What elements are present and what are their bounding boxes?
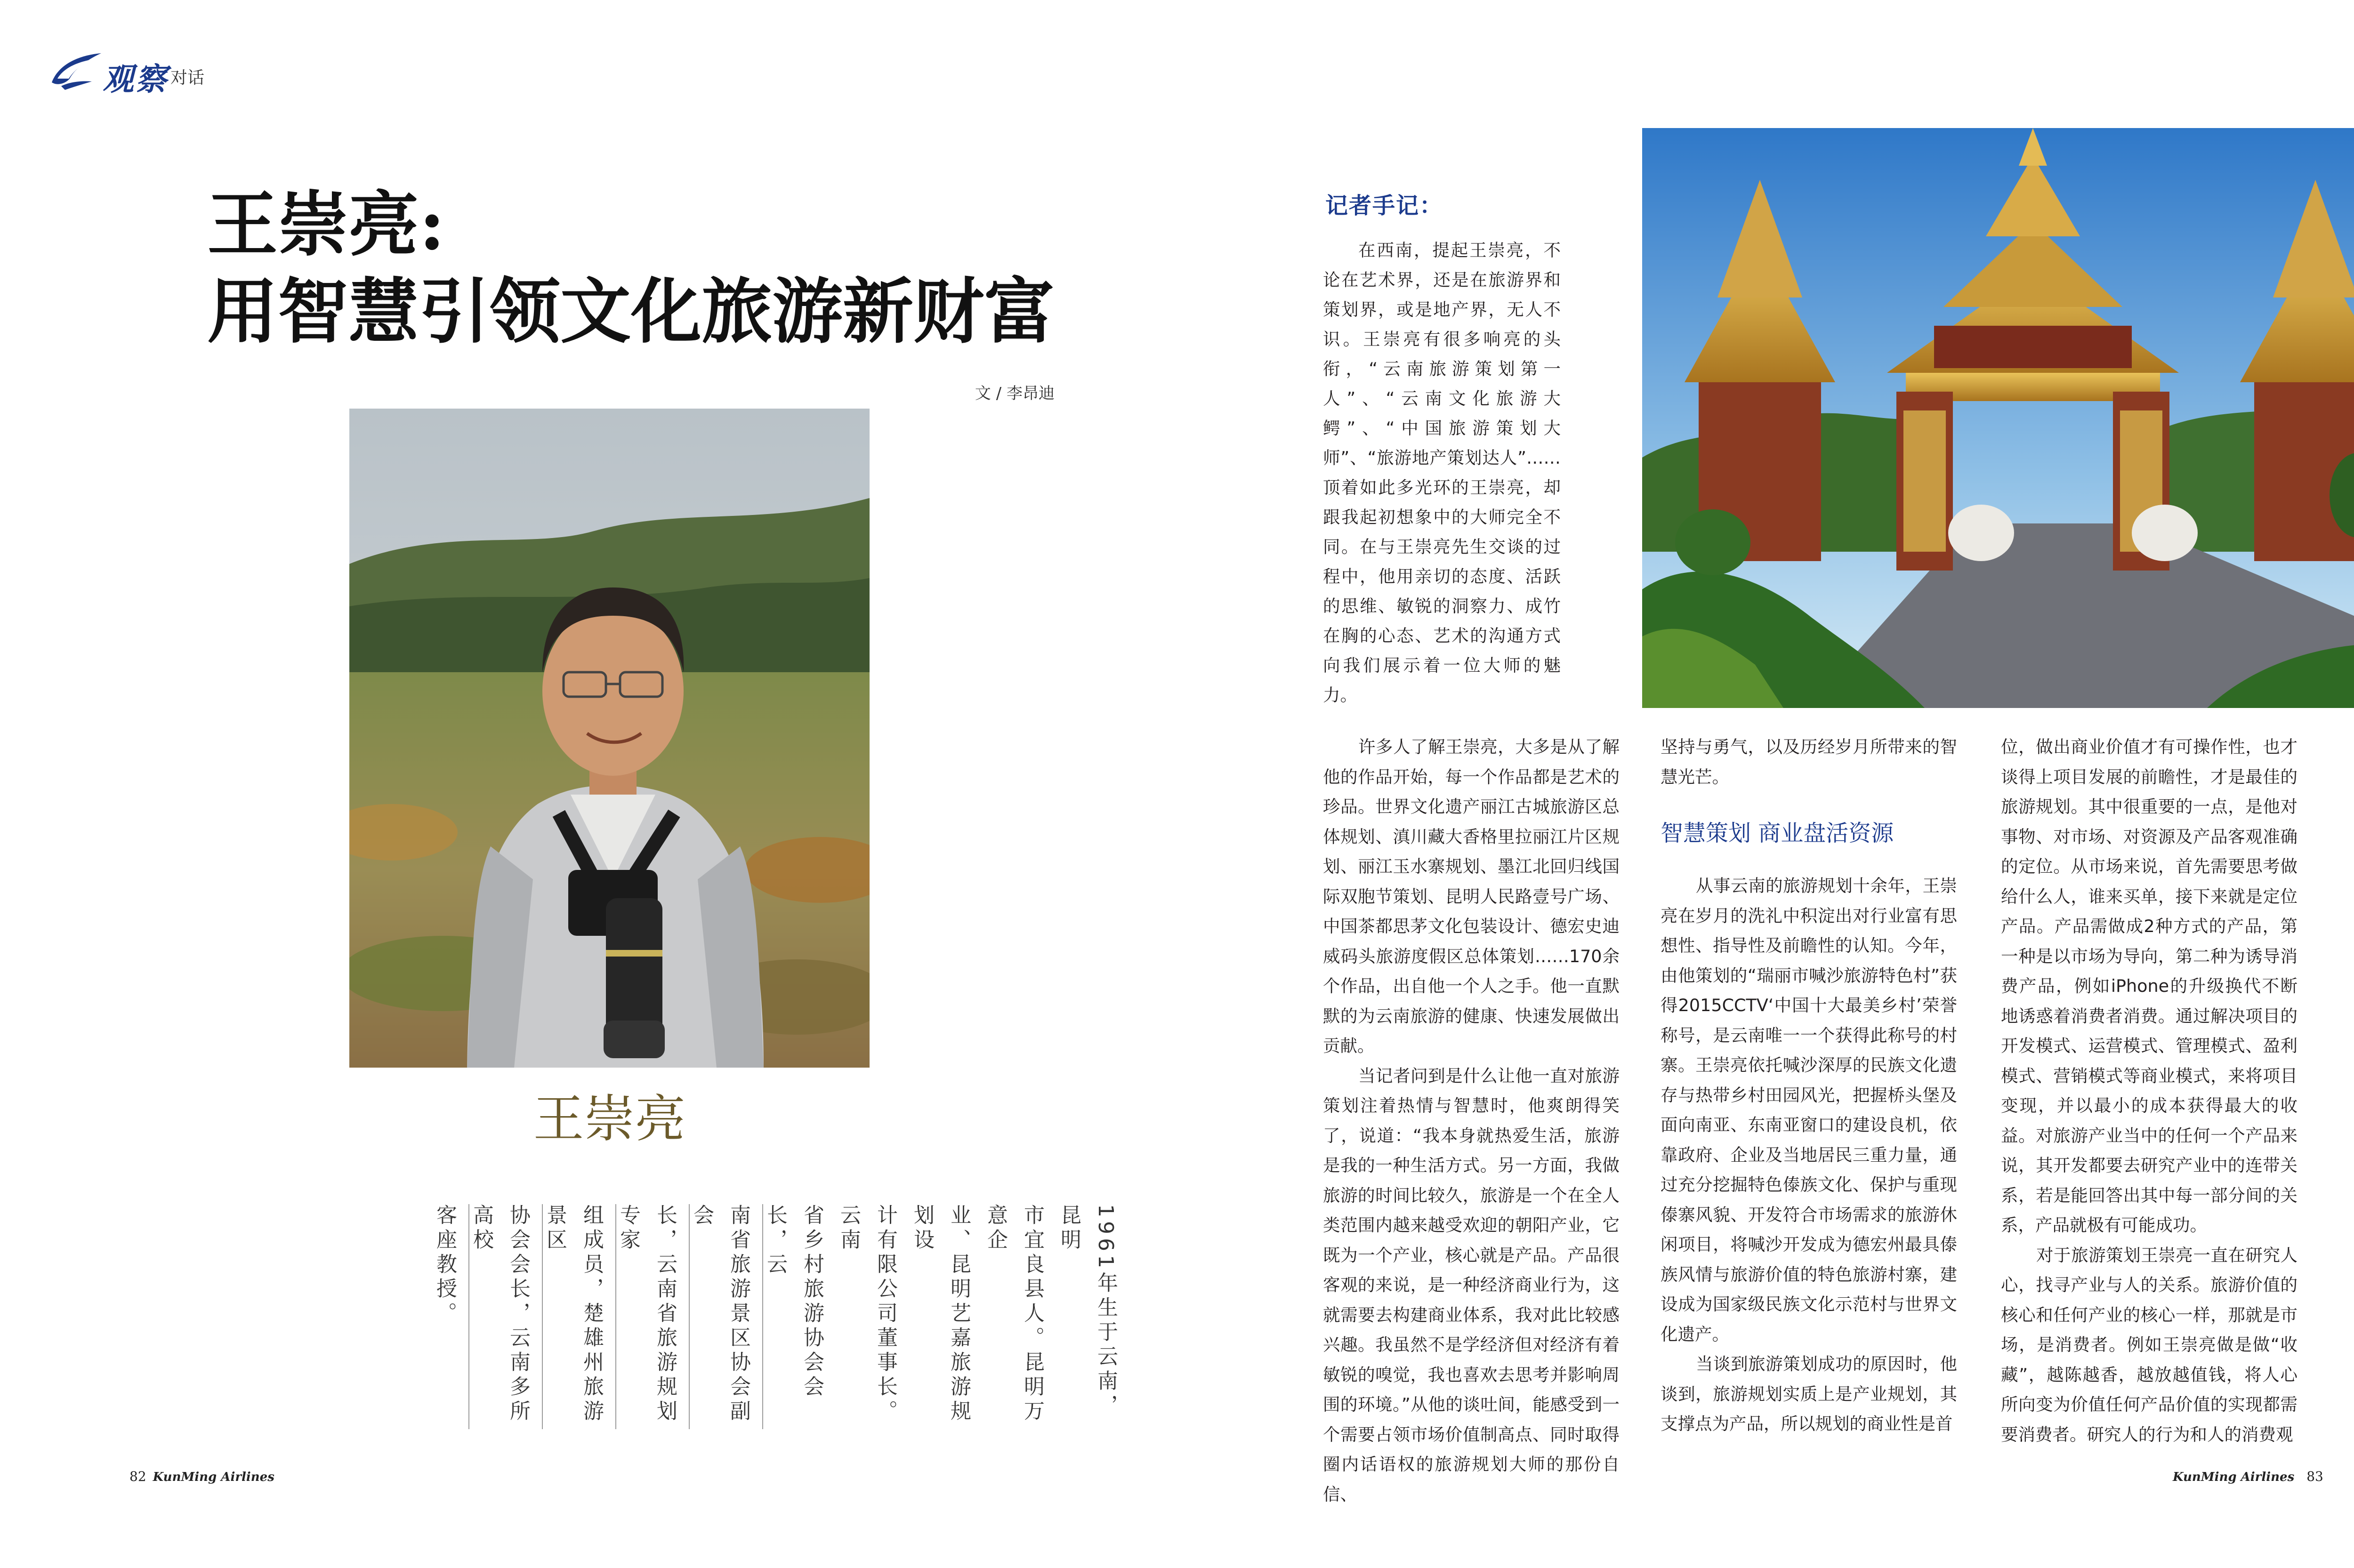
bio-line: 市宜良县人。昆明万意企 [984,1204,1044,1424]
magazine-logo [47,45,226,106]
notes-body: 在西南，提起王崇亮，不论在艺术界，还是在旅游界和策划界，或是地产界，无人不识。王崇亮有很多响亮的头衔，“云南旅游策划第一人”、“云南文化旅游大鳄”、“中国旅游策划大师”、“旅游地产策划达人”……顶着如此多光环的王崇亮，却跟我起初想象中的大师完全不同。在与王崇亮先生交谈的过程中，他用亲切的态度、活跃的思维、敏锐的洞察力、成竹在胸的心态、艺术的沟通方式向我们展示着一位大师的魅力。 [1323,240,1561,705]
bio-line: 客座教授。 [433,1204,457,1327]
bio-line: 业、昆明艺嘉旅游规划设 [910,1204,971,1424]
section-subheading: 智慧策划 商业盘活资源 [1661,820,1894,846]
bio-divider [762,1204,763,1429]
magazine-name: KunMing Airlines [153,1470,274,1484]
bio-line: 协会会长，云南多所高校 [469,1204,530,1424]
portrait-caption-name: 王崇亮 [533,1090,686,1149]
brand-name: 观察 [103,61,169,97]
author-bio-vertical [426,1204,1124,1439]
bio-line: 计有限公司董事长。云南 [837,1204,897,1424]
folio-left [129,1469,274,1484]
bio-line: 组成员，楚雄州旅游景区 [543,1204,604,1424]
bio-divider [468,1204,469,1429]
byline: 文 / 李昂迪 [975,384,1055,403]
temple-gate-image [1642,128,2354,708]
title-line-2: 用智慧引领文化旅游新财富 [207,270,1055,353]
paragraph: 从事云南的旅游规划十余年，王崇亮在岁月的洗礼中积淀出对行业富有思想性、指导性及前瞻性的认知。今年，由他策划的“瑞丽市喊沙旅游特色村”获得2015CCTV‘中国十大最美乡村’荣誉称号，是云南唯一一个获得此称号的村寨。王崇亮依托喊沙深厚的民族文化遗存与热带乡村田园风光，把握桥头堡及面向南亚、东南亚窗口的建设良机，依靠政府、企业及当地居民三重力量，通过充分挖掘特色傣族文化、保护与重现傣寨风貌、开发符合市场需求的旅游休闲项目，将喊沙开发成为德宏州最具傣族风情与旅游价值的特色旅游村寨，建设成为国家级民族文化示范村与世界文化遗产。 [1661,876,1957,1344]
article-column-3 [2001,732,2298,1449]
article-column-1 [1323,732,1620,1509]
paragraph: 当记者问到是什么让他一直对旅游策划注着热情与智慧时，他爽朗得笑了，说道：“我本身就热爱生活，旅游是我的一种生活方式。另一方面，我做旅游的时间比较久，旅游是一个在全人类范围内越来越受欢迎的朝阳产业，它既为一个产业，核心就是产品。产品很客观的来说，是一种经济商业行为，这就需要去构建商业体系，我对此比较感兴趣。我虽然不是学经济但对经济有着敏锐的嗅觉，我也喜欢去思考并影响周围的环境。”从他的谈吐间，能感受到一个需要占领市场价值制高点、同时取得圈内话语权的旅游规划大师的那份自信、 [1323,1065,1620,1504]
article-title [207,181,1102,355]
bird-logo-icon [47,49,104,92]
bio-line: 省乡村旅游协会会长，云 [763,1204,824,1400]
title-line-1: 王崇亮: [207,183,445,266]
paragraph: 当谈到旅游策划成功的原因时，他谈到，旅游规划实质上是产业规划，其支撑点为产品，所以规划的商业性是首 [1661,1354,1957,1434]
article-column-2 [1661,732,1957,1439]
page-number: 82 [129,1469,146,1484]
portrait-photo [349,409,870,1068]
bio-line: 长，云南省旅游规划专家 [616,1204,677,1424]
magazine-name: KunMing Airlines [2173,1470,2295,1484]
bio-divider [615,1204,616,1429]
paragraph: 位，做出商业价值才有可操作性，也才谈得上项目发展的前瞻性，才是最佳的旅游规划。其中很重要的一点，是他对事物、对市场、对资源及产品客观准确的定位。从市场来说，首先需要思考做给什么人，谁来买单，接下来就是定位产品。产品需做成2种方式的产品，第一种是以市场为导向，第二种为诱导消费产品，例如iPhone的升级换代不断地诱惑着消费者消费。通过解决项目的开发模式、运营模式、管理模式、盈利模式、营销模式等商业模式，来将项目变现，并以最小的成本获得最大的收益。对旅游产业当中的任何一个产品来说，其开发都要去研究产业中的连带关系，若是能回答出其中每一部分间的关系，产品就极有可能成功。 [2001,737,2298,1235]
page-number: 83 [2306,1469,2323,1484]
folio-right [2173,1469,2323,1484]
paragraph: 坚持与勇气，以及历经岁月所带来的智慧光芒。 [1661,737,1957,787]
section-label: 对话 [170,68,205,88]
bio-line: 1961年生于云南，昆明 [1057,1204,1118,1419]
bio-divider [689,1204,690,1429]
paragraph: 对于旅游策划王崇亮一直在研究人心，找寻产业与人的关系。旅游价值的核心和任何产业的核心一样，那就是市场，是消费者。例如王崇亮做是做“收藏”，越陈越香，越放越值钱，将人心所向变为价值任何产品价值的实现都需要消费者。研究人的行为和人的消费观 [2001,1245,2298,1445]
notes-heading: 记者手记： [1325,193,1443,219]
bio-line: 南省旅游景区协会副会 [690,1204,750,1424]
bio-divider [542,1204,543,1429]
paragraph: 许多人了解王崇亮，大多是从了解他的作品开始，每一个作品都是艺术的珍品。世界文化遗产丽江古城旅游区总体规划、滇川藏大香格里拉丽江片区规划、丽江玉水寨规划、墨江北回归线国际双胞节策划、昆明人民路壹号广场、中国茶都思茅文化包装设计、德宏史迪威码头旅游度假区总体策划……170余个作品，出自他一个人之手。他一直默默的为云南旅游的健康、快速发展做出贡献。 [1323,737,1620,1056]
